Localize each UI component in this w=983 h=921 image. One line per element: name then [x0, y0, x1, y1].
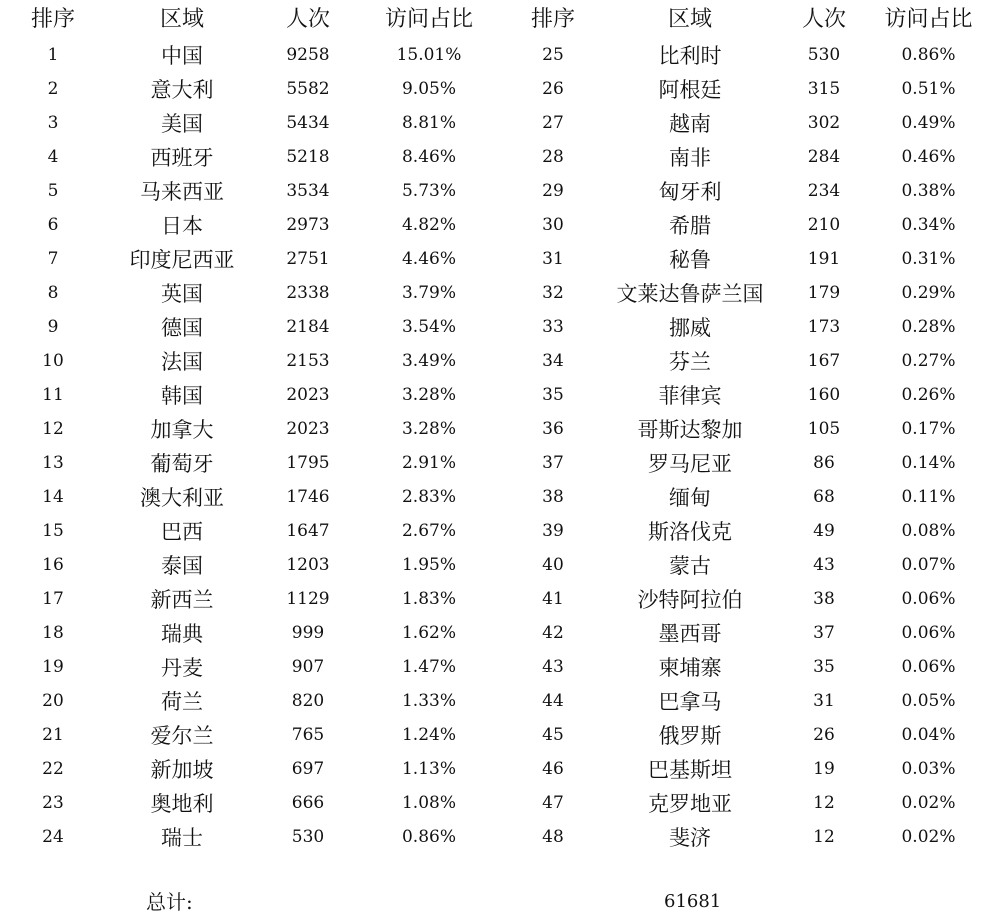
table-row — [0, 38, 500, 72]
cell-region: 法国 — [161, 350, 203, 374]
table-row — [500, 378, 983, 412]
header-share: 访问占比 — [884, 7, 973, 32]
cell-count: 2184 — [286, 317, 330, 337]
cell-share: 0.06% — [901, 623, 956, 643]
cell-share: 0.07% — [901, 555, 956, 575]
cell-region: 马来西亚 — [140, 180, 224, 204]
table-row — [500, 514, 983, 548]
table-row — [500, 480, 983, 514]
cell-count: 2023 — [286, 419, 330, 439]
cell-share: 1.24% — [401, 725, 456, 745]
cell-region: 泰国 — [161, 554, 203, 578]
total-label: 总计: — [146, 890, 193, 914]
cell-share: 4.46% — [401, 249, 456, 269]
cell-share: 3.28% — [401, 385, 456, 405]
cell-region: 奥地利 — [150, 792, 214, 816]
cell-count: 68 — [813, 487, 835, 507]
table-row — [0, 514, 500, 548]
cell-region: 爱尔兰 — [150, 724, 214, 748]
cell-region: 英国 — [161, 282, 203, 306]
cell-rank: 30 — [542, 215, 564, 235]
cell-share: 0.34% — [901, 215, 956, 235]
cell-count: 35 — [813, 657, 835, 677]
table-row — [500, 616, 983, 650]
table-row — [0, 616, 500, 650]
cell-rank: 43 — [542, 657, 564, 677]
cell-share: 3.28% — [401, 419, 456, 439]
cell-rank: 28 — [542, 147, 564, 167]
cell-count: 765 — [291, 725, 325, 745]
cell-share: 3.79% — [401, 283, 456, 303]
cell-share: 0.05% — [901, 691, 956, 711]
cell-region: 意大利 — [150, 78, 214, 102]
table-row — [0, 718, 500, 752]
table-row — [0, 344, 500, 378]
cell-count: 530 — [807, 45, 841, 65]
cell-share: 0.04% — [901, 725, 956, 745]
cell-region: 中国 — [161, 44, 203, 68]
cell-rank: 36 — [542, 419, 564, 439]
cell-rank: 38 — [542, 487, 564, 507]
cell-rank: 45 — [542, 725, 564, 745]
stats-table-right-block — [500, 0, 983, 854]
cell-count: 1795 — [286, 453, 330, 473]
header-row — [0, 0, 500, 38]
cell-rank: 34 — [542, 351, 564, 371]
cell-region: 加拿大 — [150, 418, 214, 442]
table-row — [500, 446, 983, 480]
cell-rank: 44 — [542, 691, 564, 711]
cell-region: 克罗地亚 — [648, 792, 732, 816]
table-row — [500, 582, 983, 616]
cell-rank: 42 — [542, 623, 564, 643]
header-rank: 排序 — [530, 7, 575, 32]
cell-share: 1.47% — [401, 657, 456, 677]
cell-region: 新西兰 — [150, 588, 214, 612]
table-row — [0, 208, 500, 242]
cell-count: 2973 — [286, 215, 330, 235]
table-row — [0, 378, 500, 412]
header-region: 区域 — [159, 7, 204, 32]
cell-share: 2.83% — [401, 487, 456, 507]
cell-rank: 47 — [542, 793, 564, 813]
table-row — [500, 106, 983, 140]
cell-rank: 31 — [542, 249, 564, 269]
cell-count: 999 — [291, 623, 325, 643]
cell-count: 210 — [807, 215, 841, 235]
table-row — [500, 718, 983, 752]
cell-rank: 16 — [42, 555, 64, 575]
cell-count: 2153 — [286, 351, 330, 371]
cell-count: 167 — [807, 351, 841, 371]
table-row — [0, 582, 500, 616]
cell-count: 302 — [807, 113, 841, 133]
cell-share: 9.05% — [401, 79, 456, 99]
cell-count: 9258 — [286, 45, 330, 65]
table-row — [500, 174, 983, 208]
table-row — [0, 548, 500, 582]
cell-share: 1.08% — [401, 793, 456, 813]
cell-count: 43 — [813, 555, 835, 575]
cell-rank: 18 — [42, 623, 64, 643]
cell-rank: 40 — [542, 555, 564, 575]
cell-rank: 46 — [542, 759, 564, 779]
table-row — [0, 650, 500, 684]
cell-rank: 41 — [542, 589, 564, 609]
cell-rank: 26 — [542, 79, 564, 99]
table-row — [500, 650, 983, 684]
cell-region: 沙特阿拉伯 — [637, 588, 743, 612]
cell-region: 巴基斯坦 — [648, 758, 732, 782]
cell-region: 文莱达鲁萨兰国 — [616, 282, 764, 306]
cell-share: 0.86% — [901, 45, 956, 65]
table-row — [0, 310, 500, 344]
cell-rank: 21 — [42, 725, 64, 745]
cell-count: 315 — [807, 79, 841, 99]
table-row — [0, 140, 500, 174]
cell-count: 2023 — [286, 385, 330, 405]
cell-region: 斐济 — [669, 826, 711, 850]
cell-region: 柬埔寨 — [658, 656, 722, 680]
header-region: 区域 — [667, 7, 712, 32]
cell-region: 墨西哥 — [658, 622, 722, 646]
table-row — [500, 276, 983, 310]
cell-share: 4.82% — [401, 215, 456, 235]
cell-rank: 20 — [42, 691, 64, 711]
cell-rank: 12 — [42, 419, 64, 439]
cell-region: 希腊 — [669, 214, 711, 238]
cell-share: 0.29% — [901, 283, 956, 303]
cell-region: 葡萄牙 — [150, 452, 214, 476]
cell-rank: 35 — [542, 385, 564, 405]
cell-share: 0.06% — [901, 657, 956, 677]
cell-share: 0.03% — [901, 759, 956, 779]
table-row — [500, 344, 983, 378]
cell-region: 缅甸 — [669, 486, 711, 510]
cell-region: 美国 — [161, 112, 203, 136]
cell-rank: 15 — [42, 521, 64, 541]
cell-region: 韩国 — [161, 384, 203, 408]
cell-share: 3.49% — [401, 351, 456, 371]
table-row — [0, 446, 500, 480]
cell-share: 1.33% — [401, 691, 456, 711]
cell-region: 澳大利亚 — [140, 486, 224, 510]
cell-region: 西班牙 — [150, 146, 214, 170]
cell-count: 2751 — [286, 249, 330, 269]
cell-count: 105 — [807, 419, 841, 439]
cell-share: 0.86% — [401, 827, 456, 847]
cell-region: 瑞士 — [161, 826, 203, 850]
cell-share: 0.06% — [901, 589, 956, 609]
cell-count: 5218 — [286, 147, 330, 167]
cell-count: 697 — [291, 759, 325, 779]
cell-rank: 25 — [542, 45, 564, 65]
table-row — [0, 684, 500, 718]
table-row — [500, 310, 983, 344]
cell-region: 新加坡 — [150, 758, 214, 782]
table-row — [0, 72, 500, 106]
cell-count: 1203 — [286, 555, 330, 575]
table-row — [0, 480, 500, 514]
table-row — [0, 752, 500, 786]
cell-rank: 29 — [542, 181, 564, 201]
header-share: 访问占比 — [384, 7, 473, 32]
cell-share: 1.83% — [401, 589, 456, 609]
cell-count: 2338 — [286, 283, 330, 303]
cell-region: 越南 — [669, 112, 711, 136]
cell-share: 0.27% — [901, 351, 956, 371]
cell-count: 1129 — [286, 589, 330, 609]
cell-rank: 48 — [542, 827, 564, 847]
cell-count: 284 — [807, 147, 841, 167]
table-row — [500, 684, 983, 718]
cell-share: 0.02% — [901, 793, 956, 813]
cell-share: 0.49% — [901, 113, 956, 133]
cell-region: 比利时 — [658, 44, 722, 68]
cell-share: 0.11% — [901, 487, 956, 507]
cell-rank: 1 — [47, 45, 59, 65]
cell-count: 12 — [813, 827, 835, 847]
cell-region: 秘鲁 — [669, 248, 711, 272]
cell-count: 38 — [813, 589, 835, 609]
cell-count: 12 — [813, 793, 835, 813]
cell-count: 31 — [813, 691, 835, 711]
cell-region: 挪威 — [669, 316, 711, 340]
stats-table-left — [0, 0, 500, 854]
cell-count: 3534 — [286, 181, 330, 201]
cell-rank: 9 — [47, 317, 59, 337]
table-row — [500, 786, 983, 820]
cell-rank: 2 — [47, 79, 59, 99]
cell-count: 1647 — [286, 521, 330, 541]
total-value: 61681 — [664, 891, 722, 912]
table-row — [0, 242, 500, 276]
header-rank: 排序 — [30, 7, 75, 32]
cell-region: 丹麦 — [161, 656, 203, 680]
cell-rank: 14 — [42, 487, 64, 507]
cell-count: 5434 — [286, 113, 330, 133]
cell-share: 0.31% — [901, 249, 956, 269]
cell-share: 1.62% — [401, 623, 456, 643]
table-row — [500, 242, 983, 276]
cell-share: 3.54% — [401, 317, 456, 337]
cell-share: 8.46% — [401, 147, 456, 167]
cell-rank: 22 — [42, 759, 64, 779]
cell-rank: 39 — [542, 521, 564, 541]
table-row — [500, 140, 983, 174]
cell-share: 2.91% — [401, 453, 456, 473]
cell-rank: 17 — [42, 589, 64, 609]
cell-region: 菲律宾 — [658, 384, 722, 408]
cell-share: 8.81% — [401, 113, 456, 133]
cell-rank: 8 — [47, 283, 59, 303]
cell-rank: 10 — [42, 351, 64, 371]
stats-table-right-body — [500, 38, 983, 854]
cell-region: 印度尼西亚 — [129, 248, 235, 272]
cell-region: 日本 — [161, 214, 203, 238]
cell-region: 瑞典 — [161, 622, 203, 646]
cell-rank: 27 — [542, 113, 564, 133]
cell-count: 19 — [813, 759, 835, 779]
table-row — [0, 106, 500, 140]
cell-region: 俄罗斯 — [658, 724, 722, 748]
table-row — [0, 786, 500, 820]
stats-table-left-body — [0, 38, 500, 854]
cell-rank: 13 — [42, 453, 64, 473]
stats-table-left-block — [0, 0, 500, 854]
cell-region: 罗马尼亚 — [648, 452, 732, 476]
cell-region: 荷兰 — [161, 690, 203, 714]
cell-share: 0.51% — [901, 79, 956, 99]
header-count: 人次 — [801, 7, 846, 32]
cell-rank: 5 — [47, 181, 59, 201]
cell-share: 5.73% — [401, 181, 456, 201]
cell-count: 191 — [807, 249, 841, 269]
header-row — [500, 0, 983, 38]
table-row — [500, 72, 983, 106]
cell-rank: 11 — [42, 385, 64, 405]
cell-count: 1746 — [286, 487, 330, 507]
cell-count: 26 — [813, 725, 835, 745]
cell-rank: 23 — [42, 793, 64, 813]
cell-count: 173 — [807, 317, 841, 337]
table-row — [0, 412, 500, 446]
cell-count: 530 — [291, 827, 325, 847]
cell-share: 0.28% — [901, 317, 956, 337]
table-row — [500, 820, 983, 854]
table-row — [500, 548, 983, 582]
cell-count: 49 — [813, 521, 835, 541]
cell-rank: 4 — [47, 147, 59, 167]
cell-region: 斯洛伐克 — [648, 520, 732, 544]
cell-region: 巴拿马 — [658, 690, 722, 714]
cell-rank: 33 — [542, 317, 564, 337]
cell-region: 匈牙利 — [658, 180, 722, 204]
table-row — [0, 276, 500, 310]
cell-region: 德国 — [161, 316, 203, 340]
cell-count: 820 — [291, 691, 325, 711]
table-row — [500, 752, 983, 786]
cell-count: 86 — [813, 453, 835, 473]
cell-rank: 32 — [542, 283, 564, 303]
cell-count: 160 — [807, 385, 841, 405]
table-row — [0, 820, 500, 854]
cell-share: 0.14% — [901, 453, 956, 473]
header-count: 人次 — [285, 7, 330, 32]
cell-rank: 24 — [42, 827, 64, 847]
cell-count: 907 — [291, 657, 325, 677]
cell-share: 0.08% — [901, 521, 956, 541]
cell-region: 阿根廷 — [658, 78, 722, 102]
cell-share: 1.13% — [401, 759, 456, 779]
cell-count: 5582 — [286, 79, 330, 99]
cell-region: 哥斯达黎加 — [637, 418, 743, 442]
cell-share: 0.38% — [901, 181, 956, 201]
table-row — [500, 208, 983, 242]
cell-count: 179 — [807, 283, 841, 303]
cell-region: 南非 — [669, 146, 711, 170]
cell-share: 1.95% — [401, 555, 456, 575]
cell-count: 666 — [291, 793, 325, 813]
table-row — [500, 412, 983, 446]
cell-count: 234 — [807, 181, 841, 201]
cell-count: 37 — [813, 623, 835, 643]
cell-rank: 7 — [47, 249, 59, 269]
cell-share: 2.67% — [401, 521, 456, 541]
cell-rank: 19 — [42, 657, 64, 677]
cell-share: 0.26% — [901, 385, 956, 405]
table-row — [500, 38, 983, 72]
cell-share: 0.02% — [901, 827, 956, 847]
stats-table-right — [500, 0, 983, 854]
cell-region: 芬兰 — [669, 350, 711, 374]
cell-rank: 37 — [542, 453, 564, 473]
table-row — [0, 174, 500, 208]
cell-region: 巴西 — [161, 520, 203, 544]
cell-region: 蒙古 — [669, 554, 711, 578]
cell-rank: 3 — [47, 113, 59, 133]
cell-share: 0.46% — [901, 147, 956, 167]
cell-share: 0.17% — [901, 419, 956, 439]
cell-rank: 6 — [47, 215, 59, 235]
cell-share: 15.01% — [396, 45, 462, 65]
